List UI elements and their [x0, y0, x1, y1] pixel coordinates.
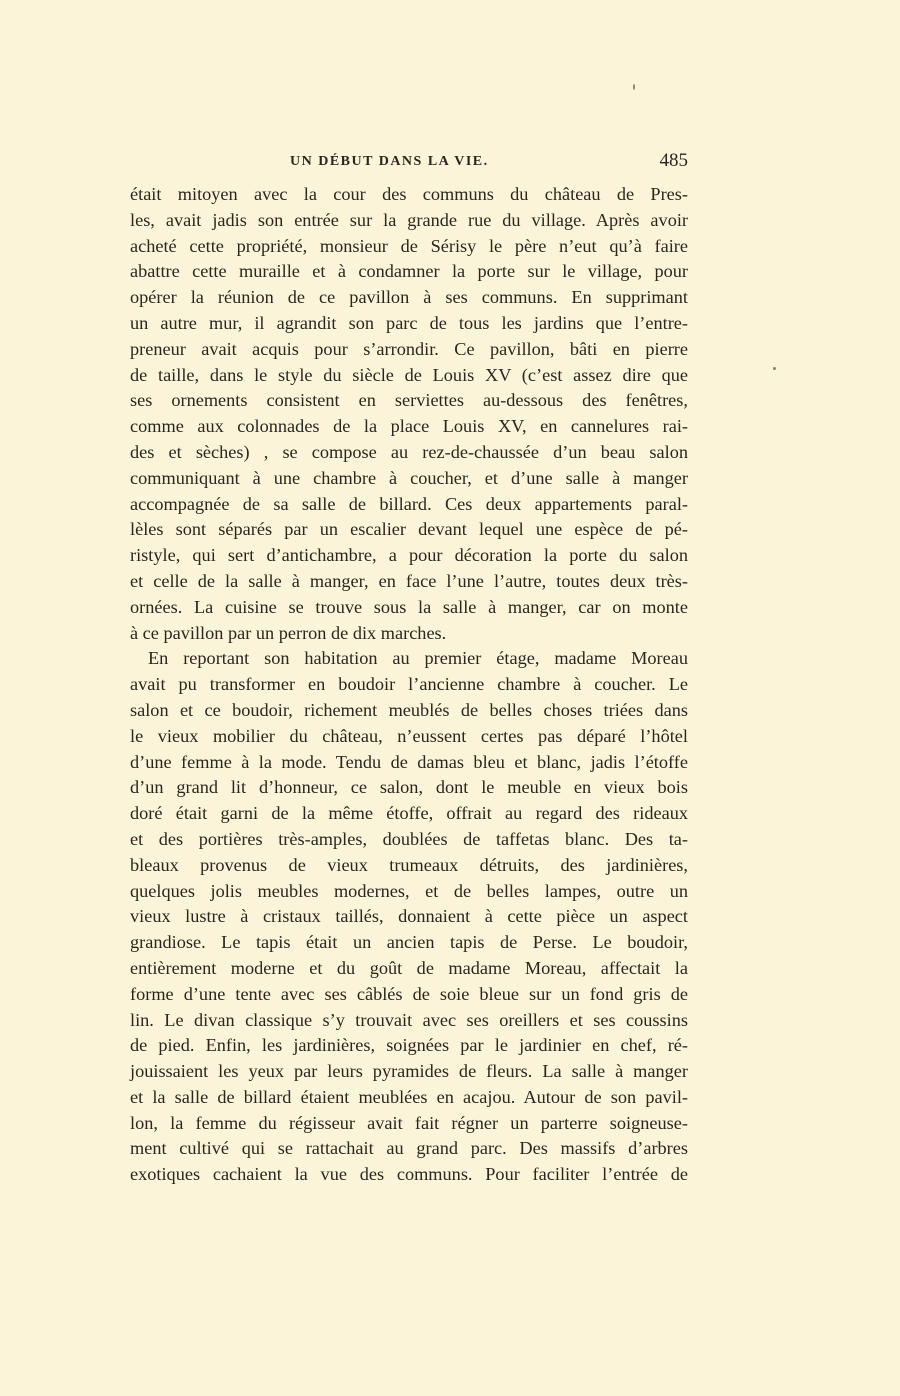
text-line: ornées. La cuisine se trouve sous la salle à manger, car on monte: [130, 596, 688, 617]
text-line: de taille, dans le style du siècle de Louis XV (c’est assez dire que: [130, 364, 688, 385]
text-line-paragraph-end: à ce pavillon par un perron de dix marches.: [130, 622, 447, 643]
text-line: de pied. Enfin, les jardinières, soignées par le jardinier en chef, ré-: [130, 1035, 688, 1056]
text-line: vieux lustre à cristaux taillés, donnaient à cette pièce un aspect: [130, 906, 688, 927]
text-line: avait pu transformer en boudoir l’ancienne chambre à coucher. Le: [130, 674, 688, 695]
text-line: lèles sont séparés par un escalier devant lequel une espèce de pé-: [130, 519, 688, 540]
text-line: ristyle, qui sert d’antichambre, a pour décoration la porte du salon: [130, 545, 688, 566]
text-line: entièrement moderne et du goût de madame Moreau, affectait la: [130, 957, 688, 978]
text-line: lon, la femme du régisseur avait fait régner un parterre soigneuse-: [130, 1112, 688, 1133]
text-line: abattre cette muraille et à condamner la porte sur le village, pour: [130, 261, 688, 282]
text-line: un autre mur, il agrandit son parc de tous les jardins que l’entre-: [130, 312, 688, 333]
text-line: quelques jolis meubles modernes, et de belles lampes, outre un: [130, 880, 688, 901]
text-line: opérer la réunion de ce pavillon à ses communs. En supprimant: [130, 287, 688, 308]
text-line: salon et ce boudoir, richement meublés de belles choses triées dans: [130, 699, 688, 720]
text-line: d’un grand lit d’honneur, ce salon, dont le meuble en vieux bois: [130, 777, 688, 798]
text-line: preneur avait acquis pour s’arrondir. Ce pavillon, bâti en pierre: [130, 338, 688, 359]
text-line: ment cultivé qui se rattachait au grand parc. Des massifs d’arbres: [130, 1138, 688, 1159]
text-line: doré était garni de la même étoffe, offrait au regard des rideaux: [130, 803, 688, 824]
text-line: lin. Le divan classique s’y trouvait avec ses oreillers et ses coussins: [130, 1009, 688, 1030]
text-line: bleaux provenus de vieux trumeaux détruits, des jardinières,: [130, 854, 688, 875]
page-number: 485: [659, 150, 688, 171]
text-line: jouissaient les yeux par leurs pyramides de fleurs. La salle à manger: [130, 1061, 688, 1082]
text-line: forme d’une tente avec ses câblés de soie bleue sur un fond gris de: [130, 983, 688, 1004]
text-line: les, avait jadis son entrée sur la grande rue du village. Après avoir: [130, 209, 688, 230]
paper-speck: [633, 84, 635, 90]
text-line: accompagnée de sa salle de billard. Ces deux appartements paral-: [130, 493, 688, 514]
text-line: grandiose. Le tapis était un ancien tapis de Perse. Le boudoir,: [130, 932, 688, 953]
text-line: exotiques cachaient la vue des communs. Pour faciliter l’entrée de: [130, 1164, 688, 1185]
body-text: [130, 182, 688, 1188]
text-line: communiquant à une chambre à coucher, et d’une salle à manger: [130, 467, 688, 488]
text-line: d’une femme à la mode. Tendu de damas bleu et blanc, jadis l’étoffe: [130, 751, 688, 772]
text-line-paragraph-start: En reportant son habitation au premier étage, madame Moreau: [148, 648, 688, 669]
page-header: [130, 150, 688, 174]
text-line: acheté cette propriété, monsieur de Sérisy le père n’eut qu’à faire: [130, 235, 688, 256]
text-line: et la salle de billard étaient meublées en acajou. Autour de son pavil-: [130, 1086, 688, 1107]
text-line: était mitoyen avec la cour des communs du château de Pres-: [130, 184, 688, 204]
text-line: le vieux mobilier du château, n’eussent certes pas déparé l’hôtel: [130, 725, 688, 746]
text-line: des et sèches) , se compose au rez-de-chaussée d’un beau salon: [130, 441, 688, 462]
text-line: comme aux colonnades de la place Louis XV, en cannelures rai-: [130, 416, 688, 437]
text-line: et des portières très-amples, doublées de taffetas blanc. Des ta-: [130, 828, 688, 849]
text-line: ses ornements consistent en serviettes au-dessous des fenêtres,: [130, 390, 688, 411]
text-line: et celle de la salle à manger, en face l’une l’autre, toutes deux très-: [130, 570, 688, 591]
running-title: UN DÉBUT DANS LA VIE.: [290, 154, 489, 169]
paper-speck: [773, 367, 776, 370]
